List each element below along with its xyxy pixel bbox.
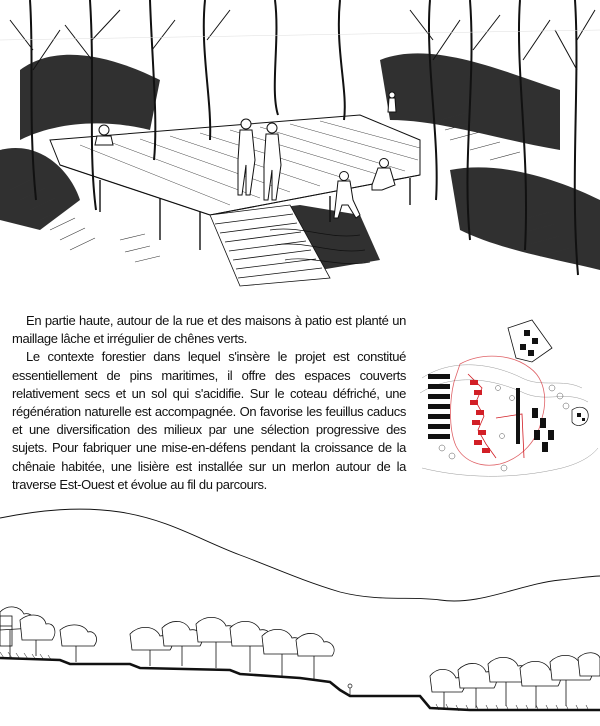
description-text bbox=[12, 312, 406, 494]
paragraph-upper-area: En partie haute, autour de la rue et des maisons à patio est planté un maillage lâche et irrégulier de chênes verts. bbox=[12, 313, 406, 347]
site-plan-map bbox=[412, 318, 600, 488]
forest-deck-sketch bbox=[0, 0, 600, 290]
landscape-section-drawing bbox=[0, 500, 600, 726]
plan-upper-houses bbox=[508, 320, 552, 362]
paragraph-forest-context: Le contexte forestier dans lequel s'insère le projet est constitué essentiellement de pins maritimes, il offre des espaces couverts relativement secs et un sol qui s'acidifie. Sur le coteau défriché, une régénération naturelle est accompagnée. On favorise les feuillus caducs et une diversification des milieux par une sélection progressive des sujets. Pour fabriquer une mise-en-défens pendant la croissance de la chênaie habitée, une lisière est installée sur un merlon autour de la traverse Est-Ouest et évolue au fil du parcours. bbox=[12, 349, 406, 492]
